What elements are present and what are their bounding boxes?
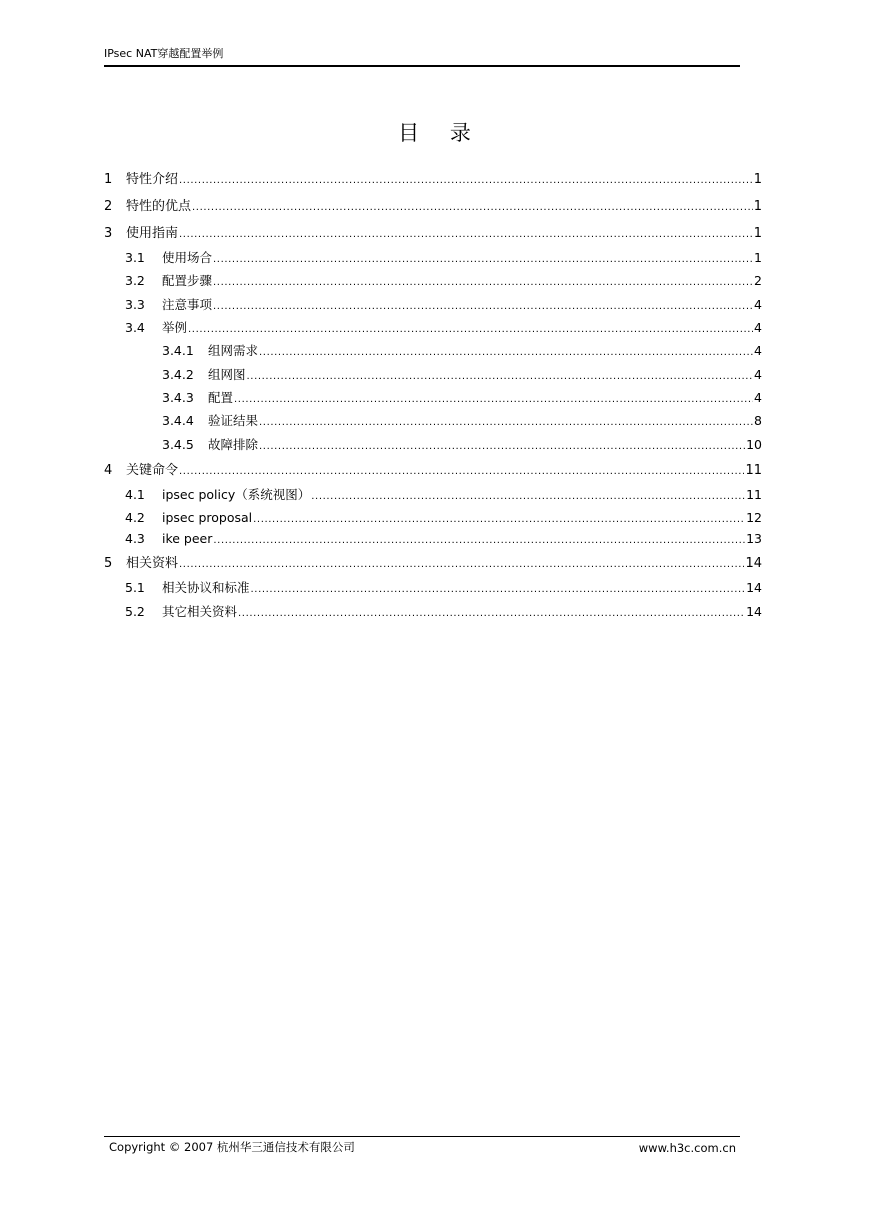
toc-entry[interactable]	[125, 249, 762, 268]
toc-page: 11	[745, 463, 762, 478]
toc-entry[interactable]	[125, 603, 762, 622]
toc-number: 3.4.3	[162, 390, 194, 405]
toc-entry[interactable]	[125, 319, 762, 338]
toc-number: 3	[104, 226, 113, 241]
toc-leader	[188, 321, 753, 338]
toc-page: 1	[754, 250, 762, 265]
toc-number: 3.1	[125, 250, 145, 265]
toc-leader	[253, 511, 745, 528]
toc-leader	[179, 463, 744, 481]
toc-page: 1	[753, 226, 762, 241]
toc-number: 3.4.4	[162, 413, 194, 428]
toc-leader	[179, 172, 753, 190]
toc-label: 验证结果	[208, 413, 259, 428]
toc-label: 组网图	[208, 367, 246, 382]
toc-entry[interactable]	[104, 462, 762, 481]
toc-label: 特性的优点	[126, 199, 192, 214]
toc-page: 2	[754, 273, 762, 288]
toc-page: 13	[746, 531, 762, 546]
toc-label: ipsec proposal	[162, 510, 253, 525]
toc-leader	[213, 298, 753, 315]
page-header	[104, 47, 740, 67]
toc-page: 12	[746, 510, 762, 525]
toc-number: 3.4.2	[162, 367, 194, 382]
toc-label: 相关协议和标准	[162, 580, 250, 595]
header-title: IPsec NAT穿越配置举例	[104, 47, 224, 60]
toc-page: 1	[753, 172, 762, 187]
toc-label: 注意事项	[162, 297, 213, 312]
toc-leader	[259, 438, 745, 455]
toc-number: 4.2	[125, 510, 145, 525]
toc-leader	[179, 226, 753, 244]
toc-leader	[213, 274, 753, 291]
toc-number: 3.4	[125, 320, 145, 335]
toc-label: ipsec policy（系统视图）	[162, 487, 311, 502]
toc-entry[interactable]	[162, 389, 762, 408]
toc-entry[interactable]	[125, 486, 762, 505]
toc-page: 1	[753, 199, 762, 214]
page-footer	[104, 1136, 740, 1157]
toc-leader	[234, 391, 753, 408]
toc-label: 举例	[162, 320, 188, 335]
toc-entry[interactable]	[125, 509, 762, 528]
toc-number: 5.1	[125, 580, 145, 595]
toc-page: 4	[754, 320, 762, 335]
footer-website[interactable]: www.h3c.com.cn	[638, 1141, 736, 1155]
toc-number: 3.3	[125, 297, 145, 312]
toc-entry[interactable]	[104, 171, 762, 190]
toc-label: 使用场合	[162, 250, 213, 265]
toc-number: 5.2	[125, 604, 145, 619]
toc-label: 相关资料	[126, 556, 179, 571]
toc-entry[interactable]	[104, 198, 762, 217]
toc-page: 14	[746, 580, 762, 595]
toc-number: 3.2	[125, 273, 145, 288]
toc-page: 4	[754, 297, 762, 312]
toc-heading: 目 录	[398, 121, 483, 145]
toc-number: 4	[104, 463, 113, 478]
toc-number: 4.1	[125, 487, 145, 502]
toc-page: 10	[746, 437, 762, 452]
toc-leader	[259, 344, 753, 361]
toc-entry[interactable]	[162, 412, 762, 431]
toc-page: 4	[754, 367, 762, 382]
toc-number: 2	[104, 199, 113, 214]
toc-label: 配置步骤	[162, 273, 213, 288]
toc-label: ike peer	[162, 531, 213, 546]
footer-copyright: Copyright © 2007 杭州华三通信技术有限公司	[109, 1140, 355, 1154]
toc-label: 关键命令	[126, 463, 179, 478]
toc-label: 故障排除	[208, 437, 259, 452]
toc-page: 8	[754, 413, 762, 428]
toc-label: 使用指南	[126, 226, 179, 241]
toc-page: 11	[746, 487, 762, 502]
toc-entry[interactable]	[125, 579, 762, 598]
toc-page: 4	[754, 390, 762, 405]
toc-entry[interactable]	[162, 436, 762, 455]
toc-page: 14	[746, 604, 762, 619]
toc-leader	[213, 532, 745, 549]
toc-page: 14	[745, 556, 762, 571]
toc-label: 其它相关资料	[162, 604, 238, 619]
toc-number: 3.4.5	[162, 437, 194, 452]
toc-leader	[192, 199, 753, 217]
toc-entry[interactable]	[125, 272, 762, 291]
toc-page: 4	[754, 343, 762, 358]
toc-leader	[259, 414, 753, 431]
toc-number: 1	[104, 172, 113, 187]
toc-leader	[311, 488, 745, 505]
toc-number: 5	[104, 556, 113, 571]
toc-number: 4.3	[125, 531, 145, 546]
toc-entry[interactable]	[104, 555, 762, 574]
toc-entry[interactable]	[104, 225, 762, 244]
toc-leader	[247, 368, 754, 385]
toc-entry[interactable]	[162, 342, 762, 361]
toc-leader	[213, 251, 753, 268]
toc-label: 特性介绍	[126, 172, 179, 187]
toc-label: 配置	[208, 390, 234, 405]
toc-entry[interactable]	[125, 296, 762, 315]
toc-leader	[179, 556, 744, 574]
toc-leader	[238, 605, 745, 622]
toc-entry[interactable]	[162, 366, 762, 385]
toc-number: 3.4.1	[162, 343, 194, 358]
toc-entry[interactable]	[125, 530, 762, 549]
toc-label: 组网需求	[208, 343, 259, 358]
toc-leader	[251, 581, 746, 598]
